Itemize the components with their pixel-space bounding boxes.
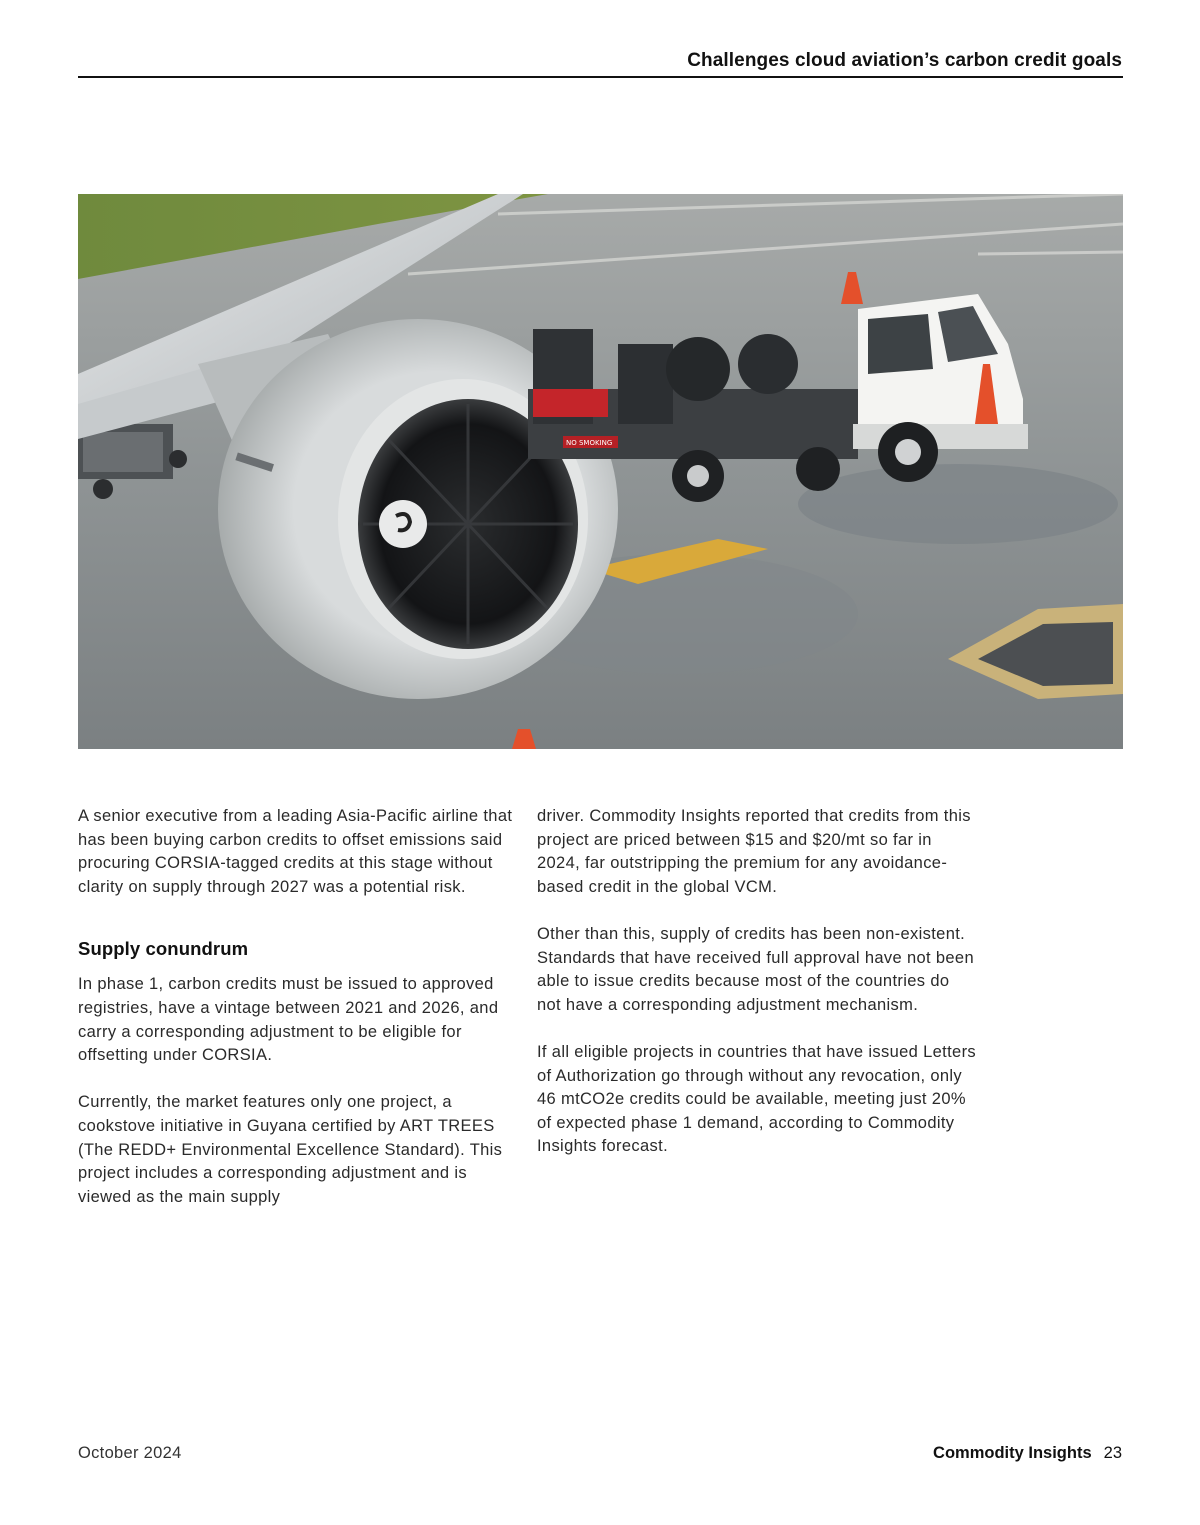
page-number: 23 <box>1103 1444 1122 1462</box>
aircraft-refueling-photo <box>78 194 1123 749</box>
left-text-column <box>78 805 518 1233</box>
no-smoking-label: NO SMOKING <box>566 439 613 447</box>
footer-date: October 2024 <box>78 1444 182 1462</box>
right-paragraph-3: If all eligible projects in countries that have issued Letters of Authorization go through without any revocation, only 46 mtCO2e credits could be available, meeting just 20% of expected phase 1 demand, according to Commodity Insights forecast. <box>537 1042 977 1156</box>
left-paragraph-1: A senior executive from a leading Asia-Pacific airline that has been buying carbon credits to offset emissions said procuring CORSIA-tagged credits at this stage without clarity on supply through 2027 was a potential risk. <box>78 807 513 896</box>
section-heading-supply-conundrum: Supply conundrum <box>78 938 249 960</box>
right-paragraph-1: driver. Commodity Insights reported that credits from this project are priced between $15 and $20/mt so far in 2024, far outstripping the premium for any avoidance-based credit in the global VCM. <box>537 807 971 896</box>
footer-brand-page <box>933 1444 1122 1463</box>
header-rule <box>78 76 1123 78</box>
left-paragraph-2: In phase 1, carbon credits must be issued to approved registries, have a vintage between 2021 and 2026, and carry a corresponding adjustment to be eligible for offsetting under CORSIA. <box>78 975 499 1065</box>
page-header-title: Challenges cloud aviation’s carbon credit goals <box>687 50 1122 71</box>
footer-brand: Commodity Insights <box>933 1444 1092 1462</box>
left-paragraph-3: Currently, the market features only one project, a cookstove initiative in Guyana certified by ART TREES (The REDD+ Environmental Excellence Standard). This project includes a corresponding adjustment and is viewed as the main supply <box>78 1093 503 1206</box>
right-paragraph-2: Other than this, supply of credits has been non-existent. Standards that have received full approval have not been able to issue credits because most of the countries do not have a corresponding adjustment mechanism. <box>537 924 974 1014</box>
right-text-column <box>537 805 977 1183</box>
